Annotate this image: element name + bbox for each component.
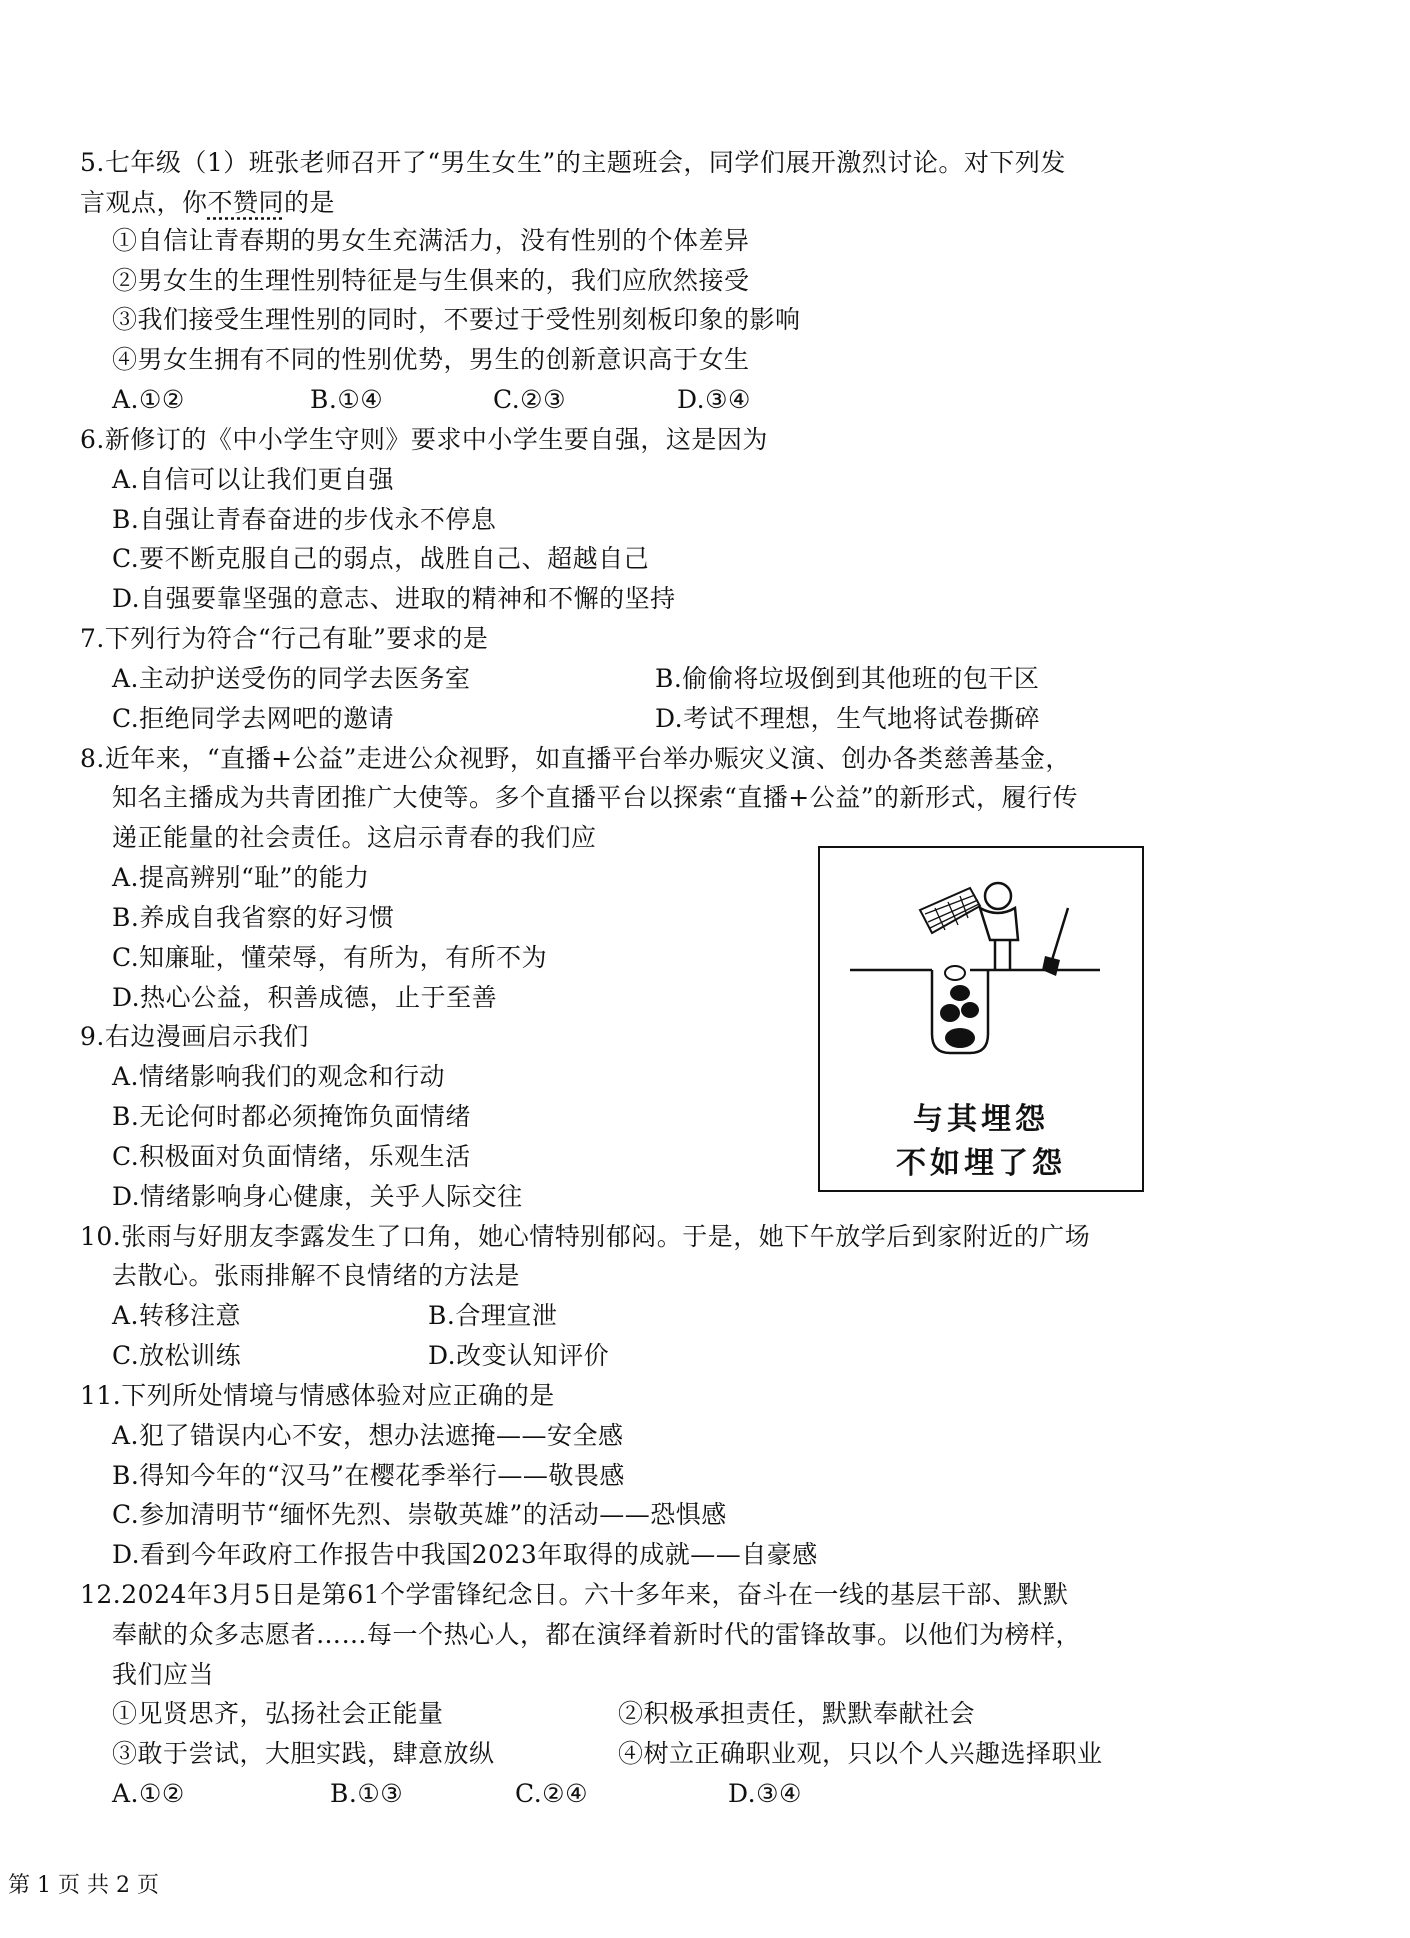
q5-stem-line1: 5.七年级（1）班张老师召开了“男生女生”的主题班会，同学们展开激烈讨论。对下列发: [80, 148, 1066, 177]
q12-option-a: A.①②: [112, 1779, 185, 1808]
q6-option-c: C.要不断克服自己的弱点，战胜自己、超越自己: [112, 544, 650, 573]
q6-option-d: D.自强要靠坚强的意志、进取的精神和不懈的坚持: [112, 584, 676, 613]
shovel-blade: [1042, 956, 1060, 976]
q11-option-a: A.犯了错误内心不安，想办法遮掩——安全感: [112, 1421, 624, 1450]
grudge-ball: [940, 1004, 960, 1022]
q10-option-b: B.合理宣泄: [428, 1301, 558, 1330]
q5-option-b: B.①④: [310, 385, 384, 414]
grudge-ball: [961, 1002, 979, 1018]
basket-weave: [925, 895, 979, 930]
q7-stem: 7.下列行为符合“行己有耻”要求的是: [80, 624, 489, 653]
q5-emphasis: 不赞同: [207, 188, 285, 217]
page-footer: 第 1 页 共 2 页: [8, 1873, 159, 1898]
q9-option-d: D.情绪影响身心健康，关乎人际交往: [112, 1182, 523, 1211]
q12-stem-line2: 奉献的众多志愿者……每一个热心人，都在演绎着新时代的雷锋故事。以他们为榜样，: [112, 1620, 1082, 1649]
q9-option-b: B.无论何时都必须掩饰负面情绪: [112, 1102, 471, 1131]
cartoon-caption-line2: 不如埋了怨: [896, 1146, 1066, 1181]
q11-option-b: B.得知今年的“汉马”在樱花季举行——敬畏感: [112, 1461, 625, 1490]
q7-option-b: B.偷偷将垃圾倒到其他班的包干区: [655, 664, 1040, 693]
q5-stem-line2: 言观点，你不赞同的是: [80, 188, 336, 217]
q7-option-a: A.主动护送受伤的同学去医务室: [112, 664, 471, 693]
shovel-handle: [1052, 908, 1068, 960]
q8-option-a: A.提高辨别“耻”的能力: [112, 863, 370, 892]
q10-option-c: C.放松训练: [112, 1341, 242, 1370]
q9-option-a: A.情绪影响我们的观念和行动: [112, 1062, 446, 1091]
q12-statement-4: ④树立正确职业观，只以个人兴趣选择职业: [618, 1739, 1103, 1768]
q6-option-a: A.自信可以让我们更自强: [112, 465, 395, 494]
q5-statement-2: ②男女生的生理性别特征是与生俱来的，我们应欣然接受: [112, 266, 750, 295]
q10-option-d: D.改变认知评价: [428, 1341, 610, 1370]
q12-stem-line1: 12.2024年3月5日是第61个学雷锋纪念日。六十多年来，奋斗在一线的基层干部、默默: [80, 1580, 1069, 1609]
q12-option-b: B.①③: [330, 1779, 404, 1808]
q12-statement-1: ①见贤思齐，弘扬社会正能量: [112, 1699, 444, 1728]
q12-stem-line3: 我们应当: [112, 1660, 215, 1689]
person-body: [980, 908, 1018, 940]
q12-statement-3: ③敢于尝试，大胆实践，肆意放纵: [112, 1739, 495, 1768]
q5-option-c: C.②③: [493, 385, 567, 414]
q6-stem: 6.新修订的《中小学生守则》要求中小学生要自强，这是因为: [80, 425, 768, 454]
q11-stem: 11.下列所处情境与情感体验对应正确的是: [80, 1381, 555, 1410]
q8-option-b: B.养成自我省察的好习惯: [112, 903, 395, 932]
cartoon-caption-line1: 与其埋怨: [913, 1102, 1049, 1137]
q10-stem-line2: 去散心。张雨排解不良情绪的方法是: [112, 1261, 521, 1290]
q12-option-d: D.③④: [728, 1779, 802, 1808]
q10-stem-line1: 10.张雨与好朋友李露发生了口角，她心情特别郁闷。于是，她下午放学后到家附近的广场: [80, 1222, 1091, 1251]
person-head: [985, 883, 1011, 909]
q8-stem-line1: 8.近年来，“直播+公益”走进公众视野，如直播平台举办赈灾义演、创办各类慈善基金，: [80, 744, 1071, 773]
q10-option-a: A.转移注意: [112, 1301, 242, 1330]
q5-statement-1: ①自信让青春期的男女生充满活力，没有性别的个体差异: [112, 226, 750, 255]
q12-statement-2: ②积极承担责任，默默奉献社会: [618, 1699, 976, 1728]
q5-option-a: A.①②: [112, 385, 185, 414]
q6-option-b: B.自强让青春奋进的步伐永不停息: [112, 505, 497, 534]
grudge-ball: [945, 1028, 975, 1048]
q8-stem-line3: 递正能量的社会责任。这启示青春的我们应: [112, 823, 597, 852]
falling-grudge: [945, 966, 965, 980]
basket: [920, 888, 980, 933]
q12-option-c: C.②④: [515, 1779, 589, 1808]
q5-statement-4: ④男女生拥有不同的性别优势，男生的创新意识高于女生: [112, 345, 750, 374]
grudge-ball: [950, 985, 970, 1001]
q9-option-c: C.积极面对负面情绪，乐观生活: [112, 1142, 471, 1171]
q9-stem: 9.右边漫画启示我们: [80, 1022, 309, 1051]
q8-option-d: D.热心公益，积善成德，止于至善: [112, 983, 498, 1012]
cartoon-figure: [818, 846, 1144, 1192]
q7-option-d: D.考试不理想，生气地将试卷撕碎: [655, 704, 1041, 733]
q8-option-c: C.知廉耻，懂荣辱，有所为，有所不为: [112, 943, 548, 972]
q5-option-d: D.③④: [677, 385, 751, 414]
q11-option-c: C.参加清明节“缅怀先烈、崇敬英雄”的活动——恐惧感: [112, 1500, 727, 1529]
q7-option-c: C.拒绝同学去网吧的邀请: [112, 704, 395, 733]
q8-stem-line2: 知名主播成为共青团推广大使等。多个直播平台以探索“直播+公益”的新形式，履行传: [112, 783, 1079, 812]
q5-statement-3: ③我们接受生理性别的同时，不要过于受性别刻板印象的影响: [112, 305, 801, 334]
q11-option-d: D.看到今年政府工作报告中我国2023年取得的成就——自豪感: [112, 1540, 818, 1569]
